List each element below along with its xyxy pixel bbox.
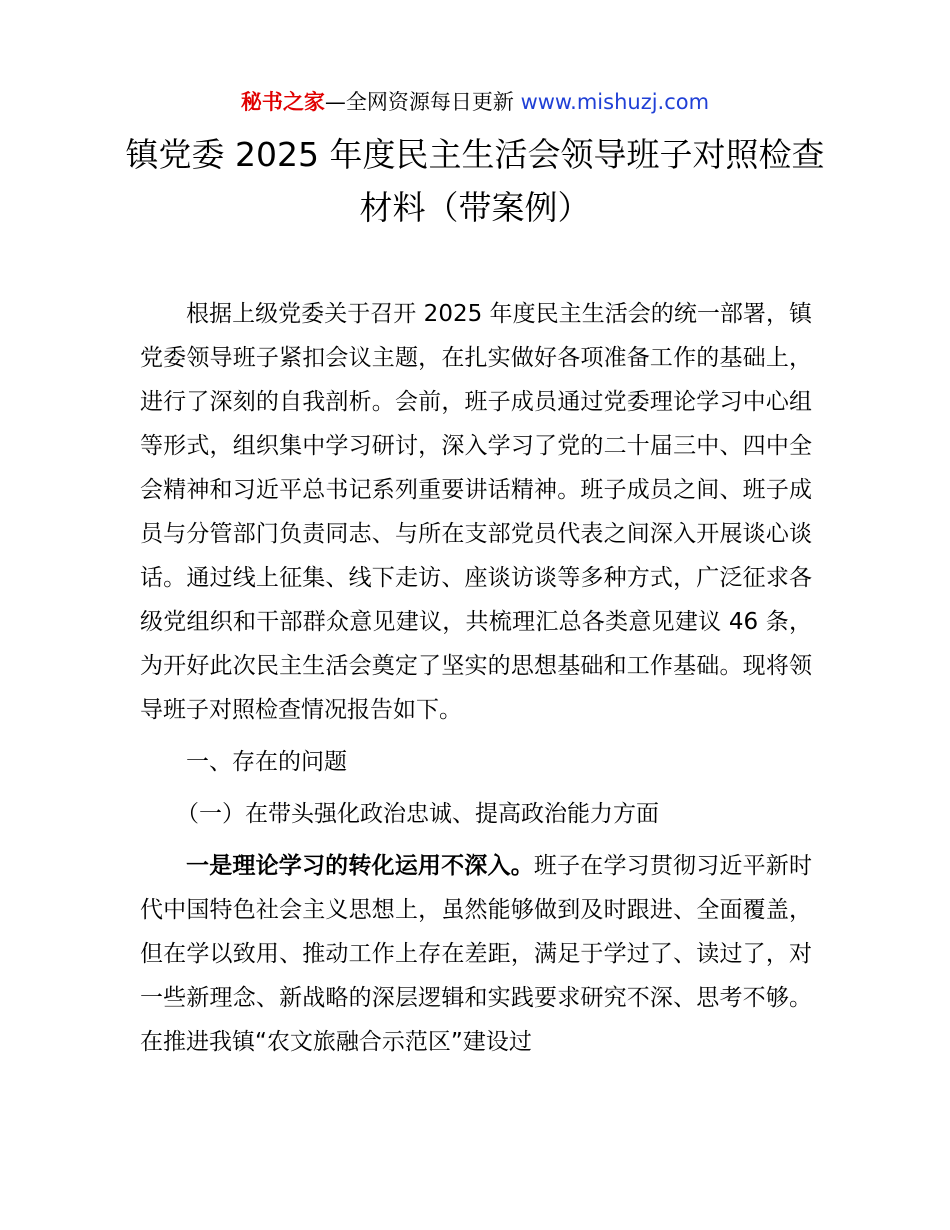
section-heading: 一、存在的问题 — [186, 749, 347, 775]
site-brand: 秘书之家 — [240, 90, 325, 114]
point-lead: 一是理论学习的转化运用不深入。 — [186, 853, 534, 879]
intro-paragraph: 根据上级党委关于召开 2025 年度民主生活会的统一部署，镇党委领导班子紧扣会议主题，在扎实做好各项准备工作的基础上，进行了深刻的自我剖析。会前，班子成员通过党委理论学习中心组等形式，组织集中学习研讨，深入学习了党的二十届三中、四中全会精神和习近平总书记系列重要讲话精神。班子成员之间、班子成员与分管部门负责同志、与所在支部党员代表之间深入开展谈心谈话。通过线上征集、线下走访、座谈访谈等多种方式，广泛征求各级党组织和干部群众意见建议，共梳理汇总各类意见建议 46 条，为开好此次民主生活会奠定了坚实的思想基础和工作基础。现将领导班子对照检查情况报告如下。 — [140, 301, 812, 723]
site-url-link[interactable]: www.mishuzj.com — [520, 90, 710, 114]
document-title: 镇党委 2025 年度民主生活会领导班子对照检查材料（带案例） — [125, 135, 825, 227]
site-slogan: —全网资源每日更新 — [324, 90, 514, 114]
site-header — [0, 88, 950, 116]
point-body: 班子在学习贯彻习近平新时代中国特色社会主义思想上，虽然能够做到及时跟进、全面覆盖，但在学以致用、推动工作上存在差距，满足于学过了、读过了，对一些新理念、新战略的深层逻辑和实践要求研究不深、思考不够。在推进我镇“农文旅融合示范区”建设过 — [140, 853, 813, 1055]
subsection-heading: （一）在带头强化政治忠诚、提高政治能力方面 — [176, 801, 659, 827]
point-paragraph — [140, 844, 812, 1064]
document-body — [140, 292, 812, 1064]
